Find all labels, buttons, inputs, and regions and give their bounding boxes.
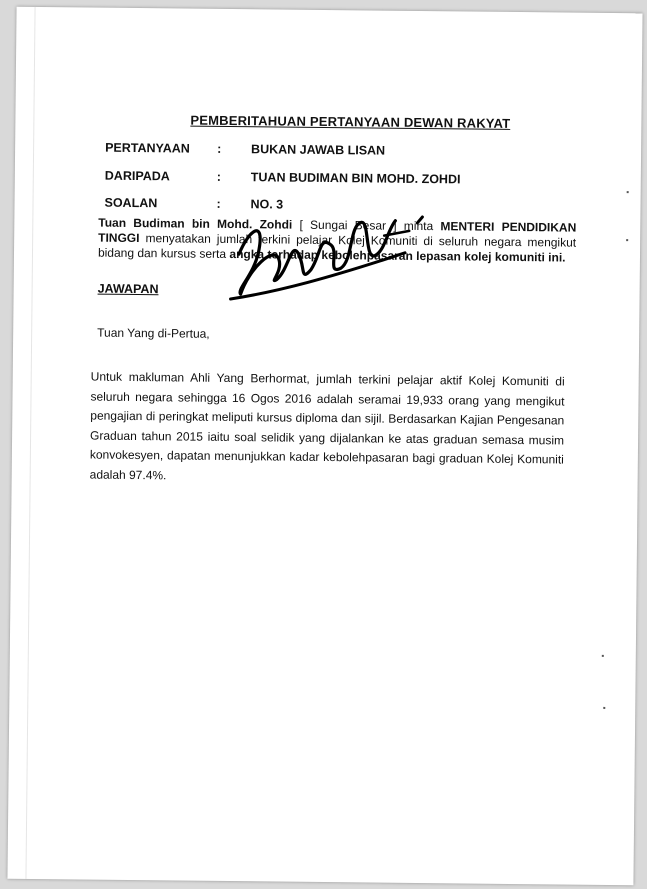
answer-heading: JAWAPAN	[97, 281, 159, 297]
scan-mark	[603, 707, 605, 709]
scan-mark	[602, 655, 604, 657]
salutation: Tuan Yang di-Pertua,	[97, 325, 210, 341]
meta-label: SOALAN	[104, 195, 158, 211]
question-minta: minta	[403, 218, 434, 234]
answer-paragraph: Untuk makluman Ahli Yang Berhormat, jumlah terkini pelajar aktif Kolej Komuniti di seluruh negara sehingga 16 Ogos 2016 adalah seramai 19,933 orang yang mengikut pengajian di peringkat meliputi kursus diploma dan sijil. Berdasarkan Kajian Pengesanan Graduan tahun 2015 iaitu soal selidik yang dijalankan ke atas graduan semasa musim konvokesyen, dapatan menunjukkan kadar kebolehpasaran bagi graduan Kolej Komuniti adalah 97.4%.	[89, 369, 565, 482]
meta-colon: :	[217, 141, 222, 156]
question-highlight: angka terhadap kebolehpasaran lepasan kolej komuniti ini.	[229, 246, 566, 265]
question-minister: MENTERI PENDIDIKAN TINGGI	[98, 219, 577, 246]
meta-label: DARIPADA	[104, 168, 170, 184]
meta-colon: :	[216, 169, 222, 184]
question-constituency: [ Sungai Besar ]	[299, 217, 397, 233]
question-body: menyatakan jumlah terkini pelajar Kolej Komuniti di seluruh negara mengikut bidang dan kursus serta	[97, 231, 577, 261]
question-asker: Tuan Budiman bin Mohd. Zohdi	[98, 215, 293, 232]
scan-mark	[626, 239, 628, 241]
document-page	[7, 7, 642, 886]
scan-mark	[627, 191, 629, 193]
handwritten-signature	[216, 196, 439, 311]
document-title: PEMBERITAHUAN PERTANYAAN DEWAN RAKYAT	[190, 112, 511, 131]
meta-label: PERTANYAAN	[105, 140, 190, 156]
meta-value: NO. 3	[250, 197, 284, 212]
meta-value: TUAN BUDIMAN BIN MOHD. ZOHDI	[250, 170, 461, 187]
meta-colon: :	[216, 196, 221, 211]
meta-value: BUKAN JAWAB LISAN	[251, 142, 386, 158]
page-edge	[25, 7, 35, 879]
